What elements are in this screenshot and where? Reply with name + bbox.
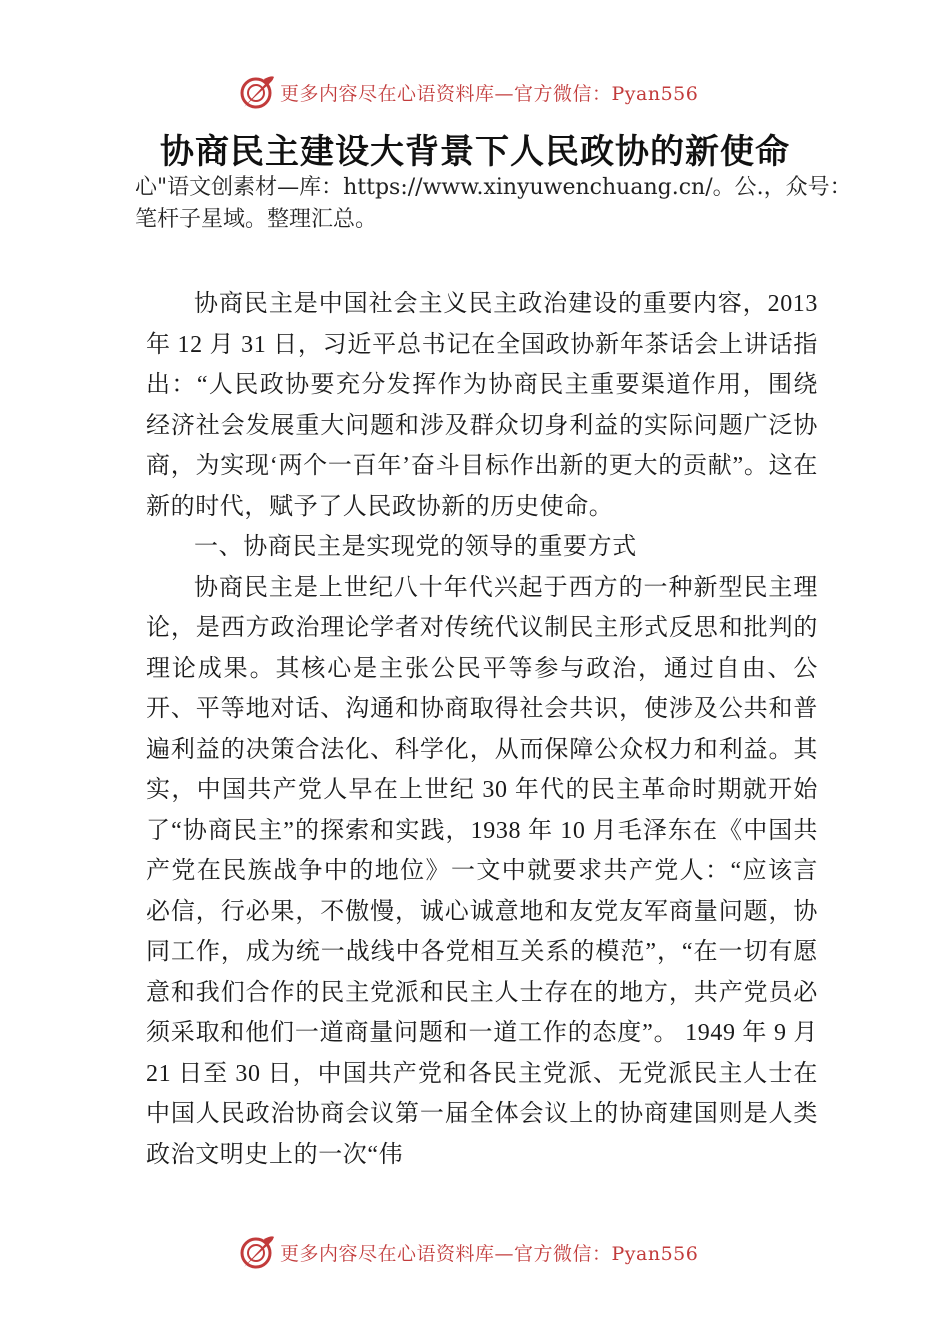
source-note: 心"语文创素材—库：https://www.xinyuwenchuang.cn/。公.，众号：笔杆子星域。整理汇总。: [135, 175, 852, 232]
document-title: 协商民主建设大背景下人民政协的新使命: [160, 132, 790, 172]
quill-logo-icon: [238, 73, 276, 111]
watermark-banner-bottom: [238, 1232, 758, 1272]
watermark-text: 更多内容尽在心语资料库—官方微信：Pyan556: [280, 82, 699, 105]
quill-logo-icon: [238, 1233, 276, 1271]
document-body: [146, 284, 818, 1175]
paragraph-intro: 协商民主是中国社会主义民主政治建设的重要内容，2013 年 12 月 31 日，习近平总书记在全国政协新年茶话会上讲话指出：“人民政协要充分发挥作为协商民主重要渠道作用，围绕经济社会发展重大问题和涉及群众切身利益的实际问题广泛协商，为实现‘两个一百年’奋斗目标作出新的更大的贡献”。这在新的时代，赋予了人民政协新的历史使命。: [146, 291, 818, 520]
paragraph-section-1: 协商民主是上世纪八十年代兴起于西方的一种新型民主理论，是西方政治理论学者对传统代议制民主形式反思和批判的理论成果。其核心是主张公民平等参与政治，通过自由、公开、平等地对话、沟通和协商取得社会共识，使涉及公共和普遍利益的决策合法化、科学化，从而保障公众权力和利益。其实，中国共产党人早在上世纪 30 年代的民主革命时期就开始了“协商民主”的探索和实践，1938 年 10 月毛泽东在《中国共产党在民族战争中的地位》一文中就要求共产党人：“应该言必信，行必果，不傲慢，诚心诚意地和友党友军商量问题，协同工作，成为统一战线中各党相互关系的模范”，“在一切有愿意和我们合作的民主党派和民主人士存在的地方，共产党员必须采取和他们一道商量问题和一道工作的态度”。 1949 年 9 月 21 日至 30 日，中国共产党和各民主党派、无党派民主人士在中国人民政治协商会议第一届全体会议上的协商建国则是人类政治文明史上的一次“伟: [146, 574, 818, 1168]
section-heading: 一、协商民主是实现党的领导的重要方式: [194, 534, 637, 560]
watermark-banner-top: [238, 72, 758, 112]
watermark-text: 更多内容尽在心语资料库—官方微信：Pyan556: [280, 1242, 699, 1265]
